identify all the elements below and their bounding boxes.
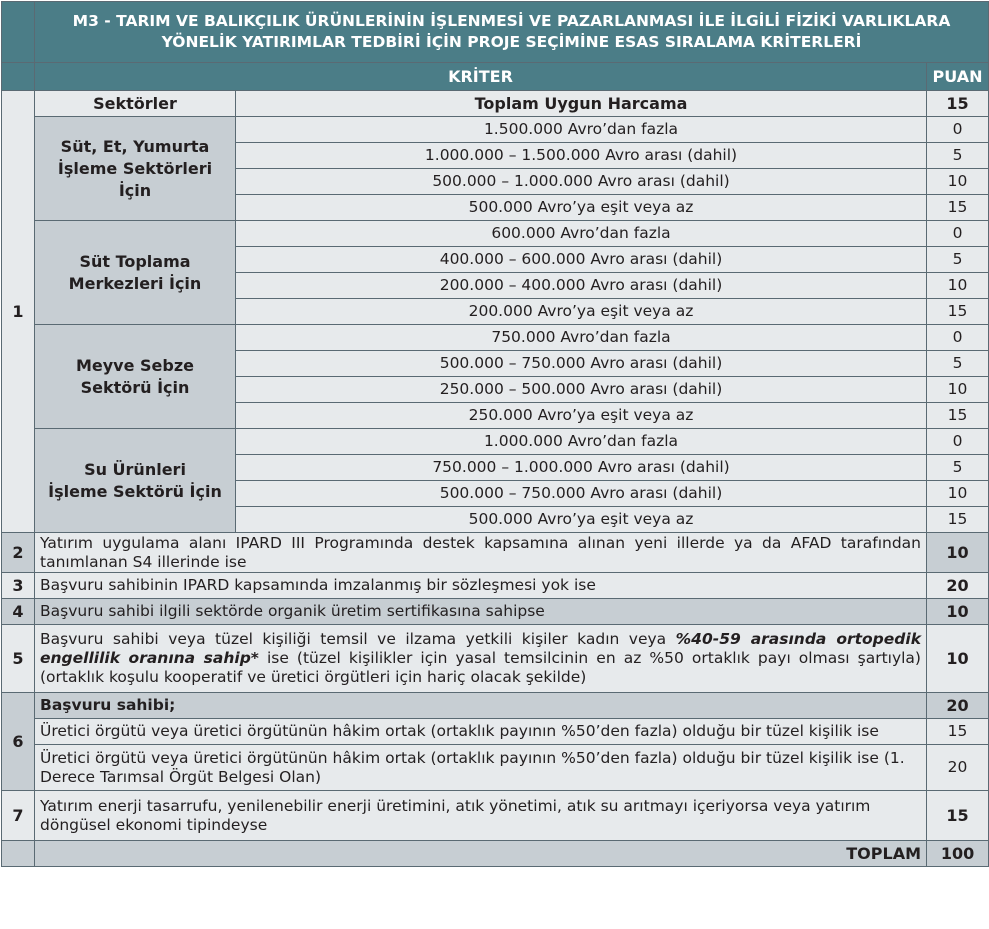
section-3-text: Başvuru sahibinin IPARD kapsamında imzalanmış bir sözleşmesi yok ise: [35, 573, 927, 599]
points-header: PUAN: [927, 63, 989, 91]
section-4-points: 10: [927, 599, 989, 625]
section-1-number: 1: [2, 91, 35, 533]
table-row: Üretici örgütü veya üretici örgütünün hâkim ortak (ortaklık payının %50’den fazla) olduğu bir tüzel kişilik ise: [35, 719, 927, 745]
points-cell: 5: [927, 247, 989, 273]
section-6-heading-points: 20: [927, 693, 989, 719]
table-row: 400.000 – 600.000 Avro arası (dahil): [236, 247, 927, 273]
points-cell: 15: [927, 195, 989, 221]
points-cell: 15: [927, 507, 989, 533]
table-row: 750.000 Avro’dan fazla: [236, 325, 927, 351]
title-line-2: YÖNELİK YATIRIMLAR TEDBİRİ İÇİN PROJE SEÇİMİNE ESAS SIRALAMA KRİTERLERİ: [161, 33, 862, 51]
points-cell: 5: [927, 455, 989, 481]
table-row: 1.000.000 – 1.500.000 Avro arası (dahil): [236, 143, 927, 169]
section-4-text: Başvuru sahibi ilgili sektörde organik üretim sertifikasına sahipse: [35, 599, 927, 625]
table-row: 500.000 – 750.000 Avro arası (dahil): [236, 351, 927, 377]
table-row: 600.000 Avro’dan fazla: [236, 221, 927, 247]
section-1-points: 15: [927, 91, 989, 117]
sector-group-name: Su Ürünleri İşleme Sektörü İçin: [35, 429, 236, 533]
table-row: 1.000.000 Avro’dan fazla: [236, 429, 927, 455]
table-row: 250.000 – 500.000 Avro arası (dahil): [236, 377, 927, 403]
points-cell: 15: [927, 299, 989, 325]
table-row: 200.000 Avro’ya eşit veya az: [236, 299, 927, 325]
table-row: 500.000 Avro’ya eşit veya az: [236, 507, 927, 533]
section-6-number: 6: [2, 693, 35, 791]
disability-rate-emphasis: %40-59 arasında ortopedik engellilik oranına sahip*: [40, 630, 922, 667]
title-line-1: M3 - TARIM VE BALIKÇILIK ÜRÜNLERİNİN İŞLENMESİ VE PAZARLANMASI İLE İLGİLİ FİZİKİ VARLIKLARA: [72, 12, 951, 30]
sector-group-name: Süt, Et, Yumurta İşleme Sektörleri İçin: [35, 117, 236, 221]
points-cell: 5: [927, 143, 989, 169]
eligible-expense-label: Toplam Uygun Harcama: [236, 91, 927, 117]
section-2-text: Yatırım uygulama alanı IPARD III Programında destek kapsamına alınan yeni illerde ya da AFAD tarafından tanımlanan S4 illerinde ise: [35, 533, 927, 573]
points-cell: 5: [927, 351, 989, 377]
table-row: 1.500.000 Avro’dan fazla: [236, 117, 927, 143]
table-row: Üretici örgütü veya üretici örgütünün hâkim ortak (ortaklık payının %50’den fazla) olduğu bir tüzel kişilik ise (1. Derece Tarımsal Örgüt Belgesi Olan): [35, 745, 927, 791]
points-cell: 10: [927, 377, 989, 403]
section-6-heading: Başvuru sahibi;: [35, 693, 927, 719]
section-5-text: Başvuru sahibi veya tüzel kişiliği temsil ve ilzama yetkili kişiler kadın veya %40-59 arasında ortopedik engellilik oranına sahip* ise (tüzel kişilikler için yasal temsilcinin en az %50 ortaklık payı olması şartıyla) (ortaklık koşulu kooperatif ve üretici örgütleri için hariç olacak şekilde): [35, 625, 927, 693]
sectors-label: Sektörler: [35, 91, 236, 117]
points-cell: 0: [927, 325, 989, 351]
table-row: 500.000 – 750.000 Avro arası (dahil): [236, 481, 927, 507]
section-5-number: 5: [2, 625, 35, 693]
section-2-points: 10: [927, 533, 989, 573]
table-row: 200.000 – 400.000 Avro arası (dahil): [236, 273, 927, 299]
sector-group-name: Meyve Sebze Sektörü İçin: [35, 325, 236, 429]
table-row: 750.000 – 1.000.000 Avro arası (dahil): [236, 455, 927, 481]
table-title: [35, 2, 989, 63]
section-7-points: 15: [927, 791, 989, 841]
section-4-number: 4: [2, 599, 35, 625]
points-cell: 10: [927, 481, 989, 507]
section-3-number: 3: [2, 573, 35, 599]
section-3-points: 20: [927, 573, 989, 599]
points-cell: 20: [927, 745, 989, 791]
criterion-header: KRİTER: [35, 63, 927, 91]
points-cell: 10: [927, 273, 989, 299]
points-cell: 0: [927, 117, 989, 143]
section-2-number: 2: [2, 533, 35, 573]
criteria-table: [1, 1, 989, 867]
points-cell: 15: [927, 719, 989, 745]
section-5-points: 10: [927, 625, 989, 693]
points-cell: 0: [927, 221, 989, 247]
total-points: 100: [927, 841, 989, 867]
section-7-text: Yatırım enerji tasarrufu, yenilenebilir enerji üretimini, atık yönetimi, atık su arıtmayı içeriyorsa veya yatırım döngüsel ekonomi tipindeyse: [35, 791, 927, 841]
table-row: 250.000 Avro’ya eşit veya az: [236, 403, 927, 429]
total-label: TOPLAM: [35, 841, 927, 867]
points-cell: 10: [927, 169, 989, 195]
section-7-number: 7: [2, 791, 35, 841]
table-row: 500.000 Avro’ya eşit veya az: [236, 195, 927, 221]
table-row: 500.000 – 1.000.000 Avro arası (dahil): [236, 169, 927, 195]
points-cell: 0: [927, 429, 989, 455]
points-cell: 15: [927, 403, 989, 429]
sector-group-name: Süt Toplama Merkezleri İçin: [35, 221, 236, 325]
